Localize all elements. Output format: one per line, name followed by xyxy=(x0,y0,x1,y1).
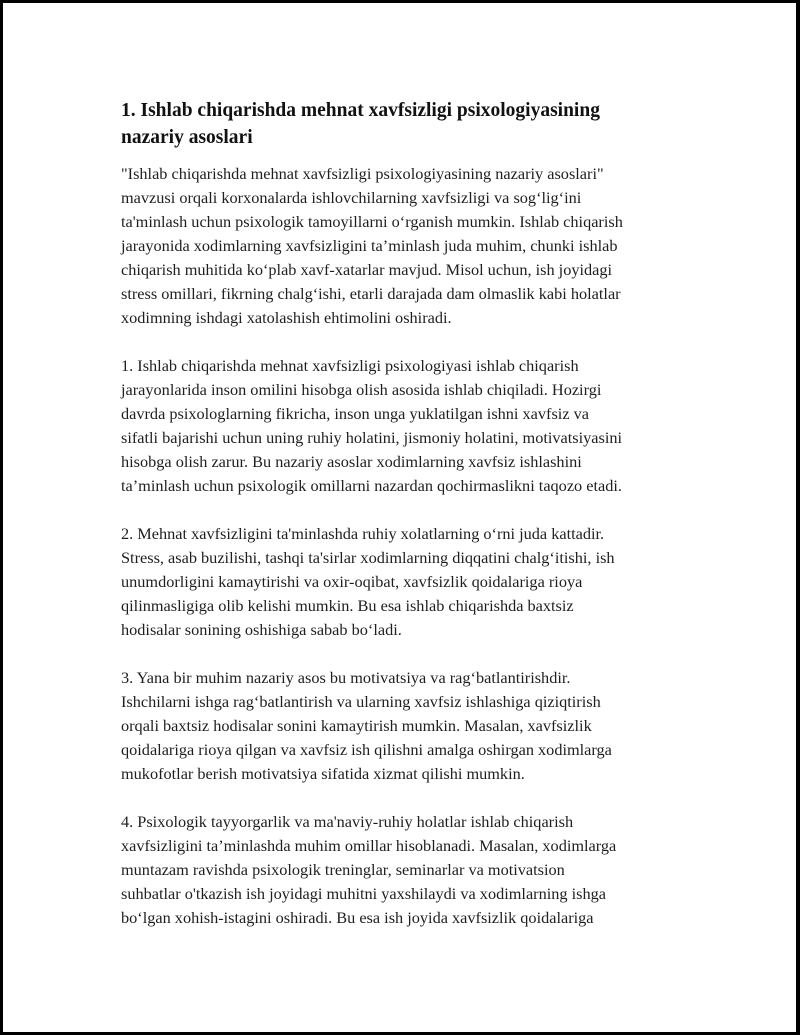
text-line: ta’minlash uchun psixologik omillarni nazardan qochirmaslikni taqozo etadi. xyxy=(121,476,622,495)
heading-line: nazariy asoslari xyxy=(121,127,253,148)
point-1-paragraph xyxy=(121,354,681,498)
text-line: mavzusi orqali korxonalarda ishlovchilarning xavfsizligi va sog‘lig‘ini xyxy=(121,188,582,207)
text-line: davrda psixologlarning fikricha, inson unga yuklatilgan ishni xavfsiz va xyxy=(121,404,589,423)
text-line: 2. Mehnat xavfsizligini ta'minlashda ruhiy xolatlarning o‘rni juda kattadir. xyxy=(121,524,605,543)
text-line: bo‘lgan xohish-istagini oshiradi. Bu esa ish joyida xavfsizlik qoidalariga xyxy=(121,908,594,927)
text-line: 1. Ishlab chiqarishda mehnat xavfsizligi psixologiyasi ishlab chiqarish xyxy=(121,356,579,375)
point-2-paragraph xyxy=(121,522,681,642)
document-body xyxy=(121,97,681,954)
text-line: stress omillari, fikrning chalg‘ishi, etarli darajada dam olmaslik kabi holatlar xyxy=(121,284,621,303)
text-line: ta'minlash uchun psixologik tamoyillarni o‘rganish mumkin. Ishlab chiqarish xyxy=(121,212,623,231)
intro-paragraph xyxy=(121,162,681,330)
text-line: 4. Psixologik tayyorgarlik va ma'naviy-ruhiy holatlar ishlab chiqarish xyxy=(121,812,574,831)
text-line: xavfsizligini ta’minlashda muhim omillar hisoblanadi. Masalan, xodimlarga xyxy=(121,836,617,855)
text-line: "Ishlab chiqarishda mehnat xavfsizligi psixologiyasining nazariy asoslari" xyxy=(121,164,604,183)
text-line: sifatli bajarishi uchun uning ruhiy holatini, jismoniy holatini, motivatsiyasini xyxy=(121,428,623,447)
text-line: suhbatlar o'tkazish ish joyidagi muhitni yaxshilaydi va xodimlarning ishga xyxy=(121,884,606,903)
point-4-paragraph xyxy=(121,810,681,930)
text-line: hisobga olish zarur. Bu nazariy asoslar xodimlarning xavfsiz ishlashini xyxy=(121,452,582,471)
section-heading xyxy=(121,97,681,151)
text-line: Stress, asab buzilishi, tashqi ta'sirlar xodimlarning diqqatini chalg‘itishi, ish xyxy=(121,548,615,567)
text-line: orqali baxtsiz hodisalar sonini kamaytirish mumkin. Masalan, xavfsizlik xyxy=(121,716,592,735)
point-3-paragraph xyxy=(121,666,681,786)
text-line: chiqarish muhitida ko‘plab xavf-xatarlar mavjud. Misol uchun, ish joyidagi xyxy=(121,260,613,279)
text-line: xodimning ishdagi xatolashish ehtimolini oshiradi. xyxy=(121,308,452,327)
text-line: jarayonlarida inson omilini hisobga olish asosida ishlab chiqiladi. Hozirgi xyxy=(121,380,602,399)
heading-line: 1. Ishlab chiqarishda mehnat xavfsizligi psixologiyasining xyxy=(121,100,600,121)
text-line: jarayonida xodimlarning xavfsizligini ta’minlash juda muhim, chunki ishlab xyxy=(121,236,618,255)
text-line: 3. Yana bir muhim nazariy asos bu motivatsiya va rag‘batlantirishdir. xyxy=(121,668,571,687)
text-line: muntazam ravishda psixologik treninglar, seminarlar va motivatsion xyxy=(121,860,565,879)
text-line: qoidalariga rioya qilgan va xavfsiz ish qilishni amalga oshirgan xodimlarga xyxy=(121,740,612,759)
text-line: hodisalar sonining oshishiga sabab bo‘ladi. xyxy=(121,620,402,639)
text-line: unumdorligini kamaytirishi va oxir-oqibat, xavfsizlik qoidalariga rioya xyxy=(121,572,583,591)
text-line: Ishchilarni ishga rag‘batlantirish va ularning xavfsiz ishlashiga qiziqtirish xyxy=(121,692,601,711)
text-line: qilinmasligiga olib kelishi mumkin. Bu esa ishlab chiqarishda baxtsiz xyxy=(121,596,574,615)
text-line: mukofotlar berish motivatsiya sifatida xizmat qilishi mumkin. xyxy=(121,764,525,783)
